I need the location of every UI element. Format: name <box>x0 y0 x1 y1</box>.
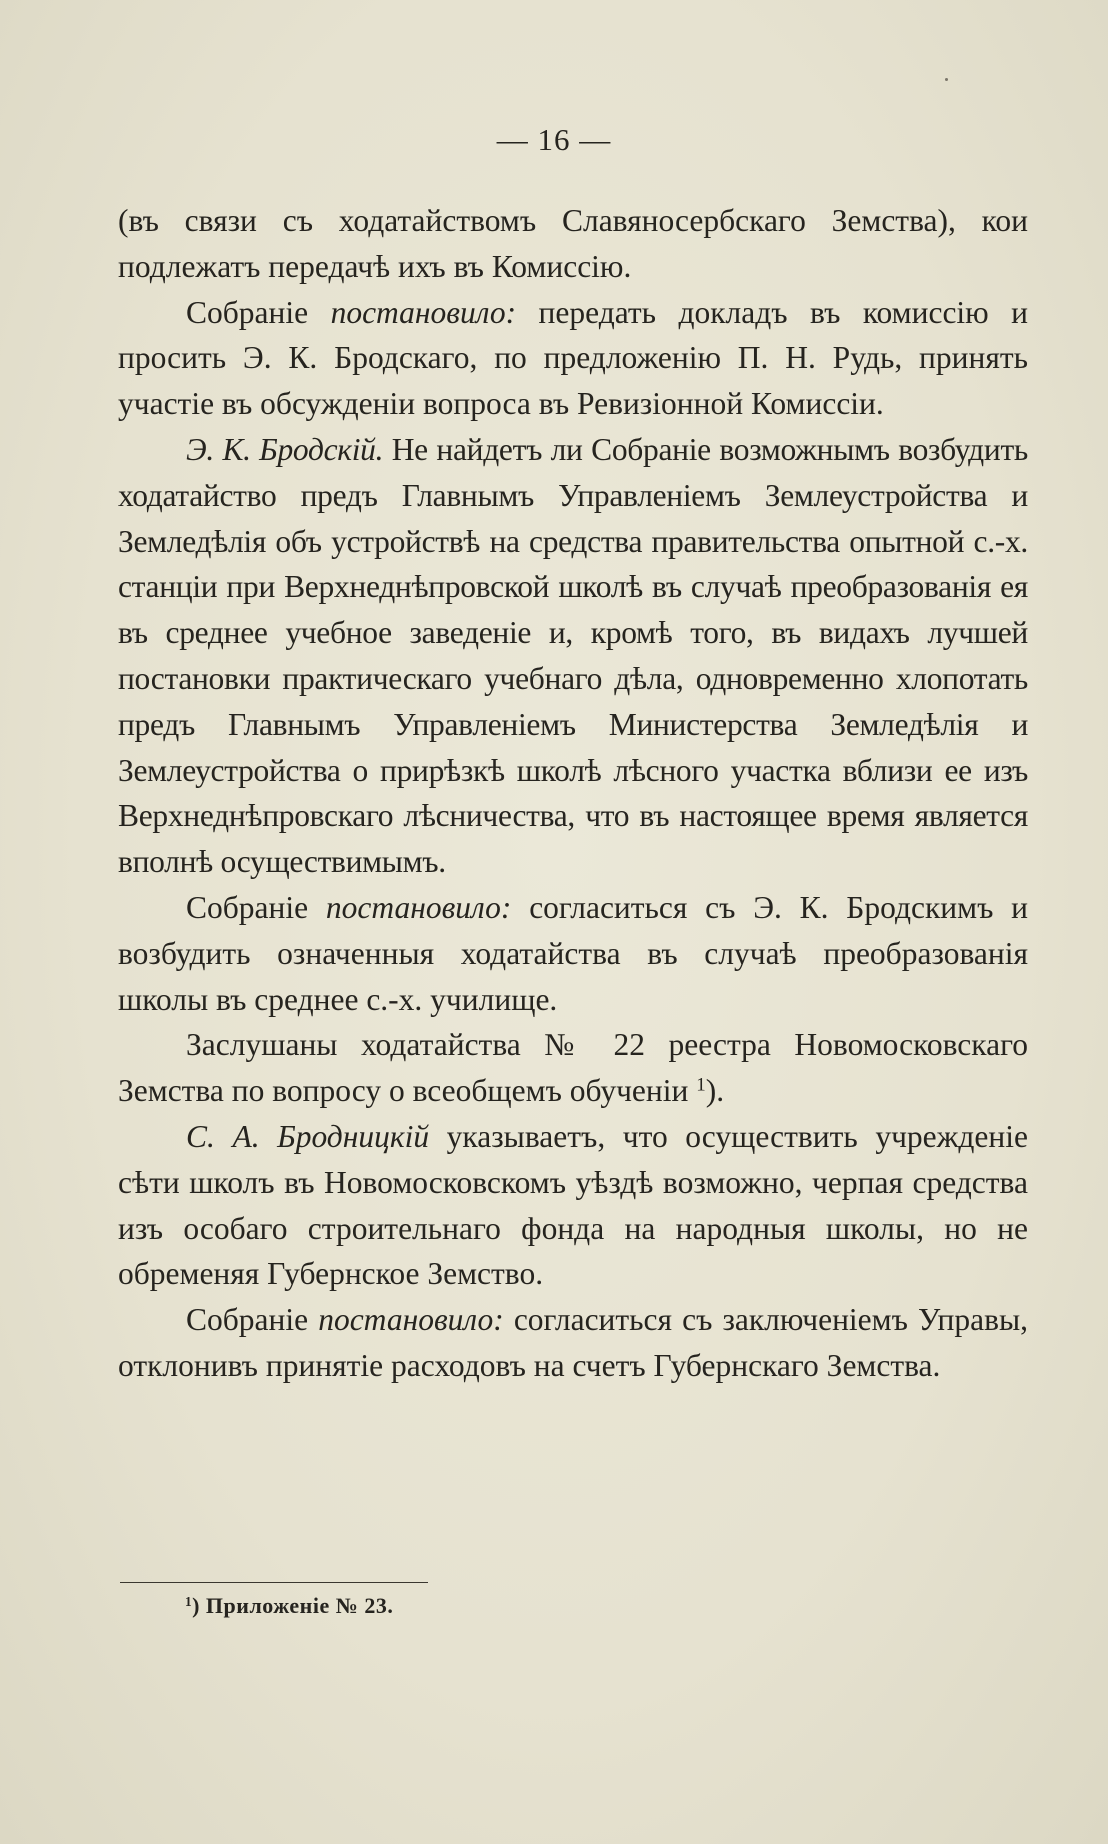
paragraph-2 <box>118 290 1028 427</box>
paragraph-text: Не найдетъ ли Собраніе возможнымъ возбудить ходатайство предъ Главнымъ Управленіемъ Землеустройства и Земледѣлія объ устройствѣ на средства правительства опытной с.-х. станціи при Верхнеднѣпровской школѣ въ случаѣ преобразованія ея въ среднее учебное заведеніе и, кромѣ того, въ видахъ лучшей постановки практическаго учебнаго дѣла, одновременно хлопотать предъ Главнымъ Управленіемъ Министерства Земледѣлія и Землеустройства о прирѣзкѣ школѣ лѣсного участка вблизи ее изъ Верхнеднѣпровскаго лѣсничества, что въ настоящее время является вполнѣ осуществимымъ. <box>118 431 1028 880</box>
paragraph-text: передать докладъ въ комиссію и просить Э. К. Бродскаго, по предложенію П. Н. Рудь, принять участіе въ обсужденіи вопроса въ Ревизіонной Комиссіи. <box>118 294 1029 422</box>
footnote-mark: 1 <box>185 1593 193 1609</box>
paragraph-5 <box>118 1022 1028 1114</box>
paragraph-lead: Собраніе <box>186 294 331 330</box>
paragraph-1 <box>118 198 1028 290</box>
paragraph-text: Заслушаны ходатайства № 22 реестра Новомосковскаго Земства по вопросу о всеобщемъ обученіи <box>118 1027 1028 1109</box>
paper-speck <box>945 78 948 81</box>
footnote-reference: 1 <box>696 1074 706 1096</box>
paragraph-3 <box>118 427 1028 885</box>
resolution-label: постановило: <box>325 889 512 925</box>
footnote-divider <box>120 1582 428 1583</box>
speaker-name: С. А. Бродницкій <box>186 1118 430 1154</box>
paragraph-tail: ). <box>705 1073 725 1109</box>
resolution-label: постановило: <box>318 1302 504 1338</box>
paragraph-6 <box>118 1114 1028 1297</box>
paragraph-text: указываетъ, что осуществить учрежденіе сѣти школъ въ Новомосковскомъ уѣздѣ возможно, черпая средства изъ особаго строительнаго фонда на народныя школы, но не обременяя Губернское Земство. <box>118 1118 1029 1292</box>
paragraph-lead: Собраніе <box>186 1302 319 1338</box>
paragraph-lead: Собраніе <box>186 889 326 925</box>
paragraph-text: согласиться съ заключеніемъ Управы, отклонивъ принятіе расходовъ на счетъ Губернскаго Земства. <box>118 1302 1028 1383</box>
body-text <box>118 198 1028 1389</box>
paragraph-7 <box>118 1297 1028 1389</box>
resolution-label: постановило: <box>330 294 517 330</box>
paragraph-text: согласиться съ Э. К. Бродскимъ и возбудить означенныя ходатайства въ случаѣ преобразованія школы въ среднее с.-х. училище. <box>118 889 1029 1017</box>
page-number: — 16 — <box>496 122 612 157</box>
paragraph-4 <box>118 885 1028 1022</box>
footnote <box>185 1593 393 1619</box>
footnote-text: ) Приложеніе № 23. <box>192 1593 394 1618</box>
paragraph-text: (въ связи съ ходатайствомъ Славяносербскаго Земства), кои подлежатъ передачѣ ихъ въ Комиссію. <box>118 203 1028 284</box>
speaker-name: Э. К. Бродскій. <box>186 431 384 467</box>
